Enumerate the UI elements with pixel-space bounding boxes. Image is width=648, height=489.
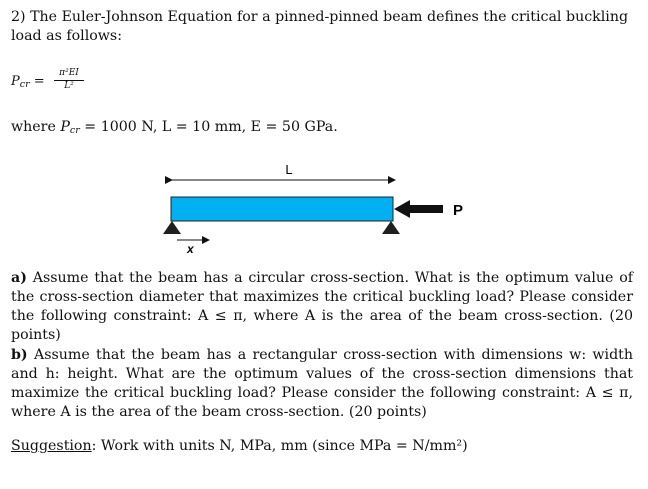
load-label: P <box>453 202 464 219</box>
part-b <box>11 346 633 422</box>
given-prefix: where <box>11 119 61 135</box>
beam <box>171 197 393 221</box>
part-b-label: b) <box>11 347 28 363</box>
right-pin-support <box>382 221 400 234</box>
part-a-label: a) <box>11 270 27 286</box>
formula-numerator: π²EI <box>54 68 84 81</box>
x-axis-label: x <box>187 242 194 256</box>
left-pin-support <box>163 221 181 234</box>
formula-denominator: L² <box>64 81 74 91</box>
suggestion <box>11 437 633 456</box>
formula-p-sub: cr <box>19 79 30 90</box>
intro-text: 2) The Euler-Johnson Equation for a pinned-pinned beam defines the critical buckling load as follows: <box>11 9 629 44</box>
formula-p: P <box>11 74 20 89</box>
suggestion-label: Suggestion <box>11 438 92 454</box>
part-b-text: Assume that the beam has a rectangular cross-section with dimensions w: width and h: height. What are the optimum values of the cross-section dimensions that maximize the critical buckling load? Please consider the following constraint: A ≤ π, where A is the area of the beam cross-section. (20 points) <box>11 347 634 420</box>
given-pcr-sub: cr <box>69 125 80 136</box>
length-label: L <box>285 162 293 177</box>
given-values-text: = 1000 N, L = 10 mm, E = 50 GPa. <box>79 119 338 135</box>
formula-equals: = <box>33 74 45 89</box>
part-a-text: Assume that the beam has a circular cross-section. What is the optimum value of the cross-section diameter that maximizes the critical buckling load? Please consider the following constraint: A ≤ π, where A is the area of the beam cross-section. (20 points) <box>11 270 633 343</box>
given-pcr: P <box>60 119 70 135</box>
suggestion-text: : Work with units N, MPa, mm (since MPa = N/mm²) <box>91 438 468 454</box>
part-a <box>11 269 633 345</box>
load-arrow <box>394 200 443 218</box>
